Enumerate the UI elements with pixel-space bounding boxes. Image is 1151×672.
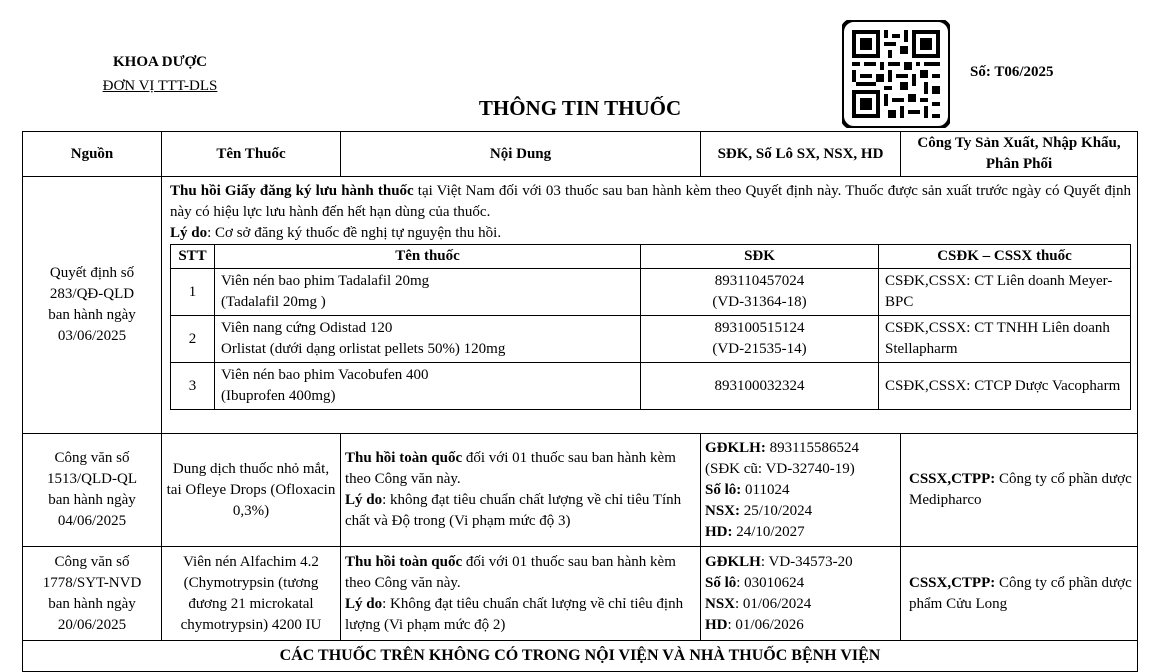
source-cell: [23, 547, 162, 641]
recall-decision-cell: [162, 177, 1138, 434]
reason-text: : Không đạt tiêu chuẩn chất lượng về chỉ tiêu định lượng (Vi phạm mức độ 2): [345, 595, 684, 633]
sdk-cell: [641, 316, 879, 363]
reg-value: 24/10/2027: [732, 523, 805, 540]
drug-name-cell: Dung dịch thuốc nhỏ mắt, tai Ofleye Drops (Ofloxacin 0,3%): [162, 434, 341, 547]
unit-name: ĐƠN VỊ TTT-DLS: [102, 78, 218, 94]
source-line: Quyết định số: [49, 265, 135, 281]
drug-name-cell: Viên nén Alfachim 4.2 (Chymotrypsin (tương đương 21 microkatal chymotrypsin) 4200 IU: [162, 547, 341, 641]
drug-name: Viên nang cứng Odistad 120: [221, 320, 393, 336]
stt-cell: 1: [171, 269, 215, 316]
qr-code-icon: [842, 20, 950, 128]
source-cell: [23, 177, 162, 434]
table-row: [23, 547, 1138, 641]
sdk-cell: [641, 269, 879, 316]
company-cell: [901, 434, 1138, 547]
reason-text: : Cơ sở đăng ký thuốc đề nghị tự nguyện thu hồi.: [207, 225, 502, 241]
reg-value: : 01/06/2026: [727, 616, 804, 633]
content-cell: [341, 547, 701, 641]
reason-label: Lý do: [170, 225, 208, 241]
issuer-block: [60, 50, 260, 98]
reg-label: GĐKLH: [705, 553, 761, 570]
table-row: [23, 434, 1138, 547]
reg-label: GĐKLH:: [705, 439, 766, 456]
reg-label: HD: [705, 616, 728, 633]
col-header-company: Công Ty Sản Xuất, Nhập Khẩu, Phân Phối: [901, 132, 1138, 177]
reg-value: 011024: [741, 481, 790, 498]
reason-label: Lý do: [345, 595, 383, 612]
recall-intro-bold: Thu hồi Giấy đăng ký lưu hành thuốc: [170, 183, 414, 199]
registration-cell: [701, 547, 901, 641]
footer-note: CÁC THUỐC TRÊN KHÔNG CÓ TRONG NỘI VIỆN VÀ NHÀ THUỐC BỆNH VIỆN: [23, 641, 1138, 672]
drug-active-ingredient: Orlistat (dưới dạng orlistat pellets 50%) 120mg: [221, 341, 506, 357]
recall-text: đối với 01 thuốc sau ban hành kèm theo Công văn này.: [345, 450, 676, 487]
source-line: ban hành ngày: [48, 307, 136, 323]
department-name: KHOA DƯỢC: [112, 54, 208, 70]
col-header-registration: SĐK, Số Lô SX, NSX, HD: [701, 132, 901, 177]
source-line: 283/QĐ-QLD: [49, 286, 135, 302]
table-header-row: [23, 132, 1138, 177]
company-label: CSSX,CTPP:: [909, 574, 996, 591]
source-line: 04/06/2025: [57, 513, 127, 529]
sdk-cell: 893100032324: [641, 363, 879, 410]
company-cell: CSĐK,CSSX: CTCP Dược Vacopharm: [879, 363, 1131, 410]
drug-active-ingredient: (Tadalafil 20mg ): [221, 294, 326, 310]
recall-intro: [170, 181, 1131, 223]
sub-col-sdk: SĐK: [641, 245, 879, 269]
table-row: [23, 177, 1138, 434]
drug-info-table: [22, 131, 1138, 672]
stt-cell: 3: [171, 363, 215, 410]
recall-intro-text: tại Việt Nam đối với 03 thuốc sau ban hành kèm theo Quyết định này. Thuốc được sản xuất trước ngày có Quyết định này có hiệu lực lưu hành đến hết hạn dùng của thuốc.: [170, 183, 1132, 220]
drug-active-ingredient: (Ibuprofen 400mg): [221, 388, 336, 404]
reg-label: HD:: [705, 523, 733, 540]
reg-line: [705, 573, 896, 594]
registration-cell: [701, 434, 901, 547]
reg-line: [705, 522, 896, 543]
drug-name-cell: [215, 316, 641, 363]
reg-value: (SĐK cũ: VD-32740-19): [705, 460, 855, 477]
reg-line: [705, 459, 896, 480]
source-line: Công văn số: [54, 450, 130, 466]
drug-name: Viên nén bao phim Tadalafil 20mg: [221, 273, 430, 289]
reg-label: NSX: [705, 595, 736, 612]
reason-text: : không đạt tiêu chuẩn chất lượng về chỉ tiêu Tính chất và Độ trong (Vi phạm mức độ 3): [345, 492, 682, 529]
reg-value: 25/10/2024: [740, 502, 813, 519]
source-line: ban hành ngày: [48, 595, 136, 612]
reg-value: : VD-34573-20: [760, 553, 853, 570]
recalled-drugs-table: [170, 244, 1131, 410]
sub-col-company: CSĐK – CSSX thuốc: [879, 245, 1131, 269]
recall-scope: Thu hồi toàn quốc: [345, 450, 463, 466]
drug-name: Viên nén bao phim Vacobufen 400: [221, 367, 429, 383]
drug-name-cell: [215, 269, 641, 316]
footer-row: [23, 641, 1138, 672]
col-header-content: Nội Dung: [341, 132, 701, 177]
col-header-source: Nguồn: [23, 132, 162, 177]
sdk-old-number: (VD-21535-14): [712, 341, 807, 357]
reg-line: [705, 501, 896, 522]
sdk-number: 893100515124: [714, 320, 805, 336]
recall-reason: [170, 223, 1131, 244]
table-row: [171, 269, 1131, 316]
content-cell: [341, 434, 701, 547]
document-number: Số: T06/2025: [970, 64, 1054, 80]
source-line: 20/06/2025: [57, 616, 127, 633]
table-row: [171, 316, 1131, 363]
source-line: Công văn số: [54, 553, 130, 570]
recall-text: đối với 01 thuốc sau ban hành kèm theo Công văn này.: [345, 553, 676, 591]
drug-name-cell: [215, 363, 641, 410]
sub-header-row: [171, 245, 1131, 269]
company-cell: CSĐK,CSSX: CT Liên doanh Meyer-BPC: [879, 269, 1131, 316]
company-name: Công ty cổ phần dược phẩm Cửu Long: [909, 574, 1132, 612]
source-line: 1513/QLD-QL: [47, 471, 137, 487]
company-cell: CSĐK,CSSX: CT TNHH Liên doanh Stellapharm: [879, 316, 1131, 363]
company-cell: [901, 547, 1138, 641]
reg-line: [705, 552, 896, 573]
reg-label: Số lô: [705, 574, 737, 591]
sub-col-stt: STT: [171, 245, 215, 269]
reg-value: 893115586524: [765, 439, 860, 456]
sdk-number: 893110457024: [714, 273, 805, 289]
source-line: 03/06/2025: [57, 328, 127, 344]
page-title: THÔNG TIN THUỐC: [478, 96, 682, 120]
company-label: CSSX,CTPP:: [909, 471, 996, 487]
source-line: ban hành ngày: [48, 492, 136, 508]
sdk-old-number: (VD-31364-18): [712, 294, 807, 310]
company-name: Công ty cổ phần dược Medipharco: [909, 471, 1132, 508]
reg-label: NSX:: [705, 502, 741, 519]
sub-col-name: Tên thuốc: [215, 245, 641, 269]
reg-line: [705, 594, 896, 615]
stt-cell: 2: [171, 316, 215, 363]
source-line: 1778/SYT-NVD: [42, 574, 142, 591]
source-cell: [23, 434, 162, 547]
table-row: [171, 363, 1131, 410]
reg-line: [705, 480, 896, 501]
recall-scope: Thu hồi toàn quốc: [345, 553, 463, 570]
col-header-drug-name: Tên Thuốc: [162, 132, 341, 177]
reg-value: : 01/06/2024: [735, 595, 812, 612]
reason-label: Lý do: [345, 492, 383, 508]
reg-line: [705, 615, 896, 636]
reg-label: Số lô:: [705, 481, 742, 498]
reg-value: : 03010624: [736, 574, 805, 591]
reg-line: [705, 438, 896, 459]
